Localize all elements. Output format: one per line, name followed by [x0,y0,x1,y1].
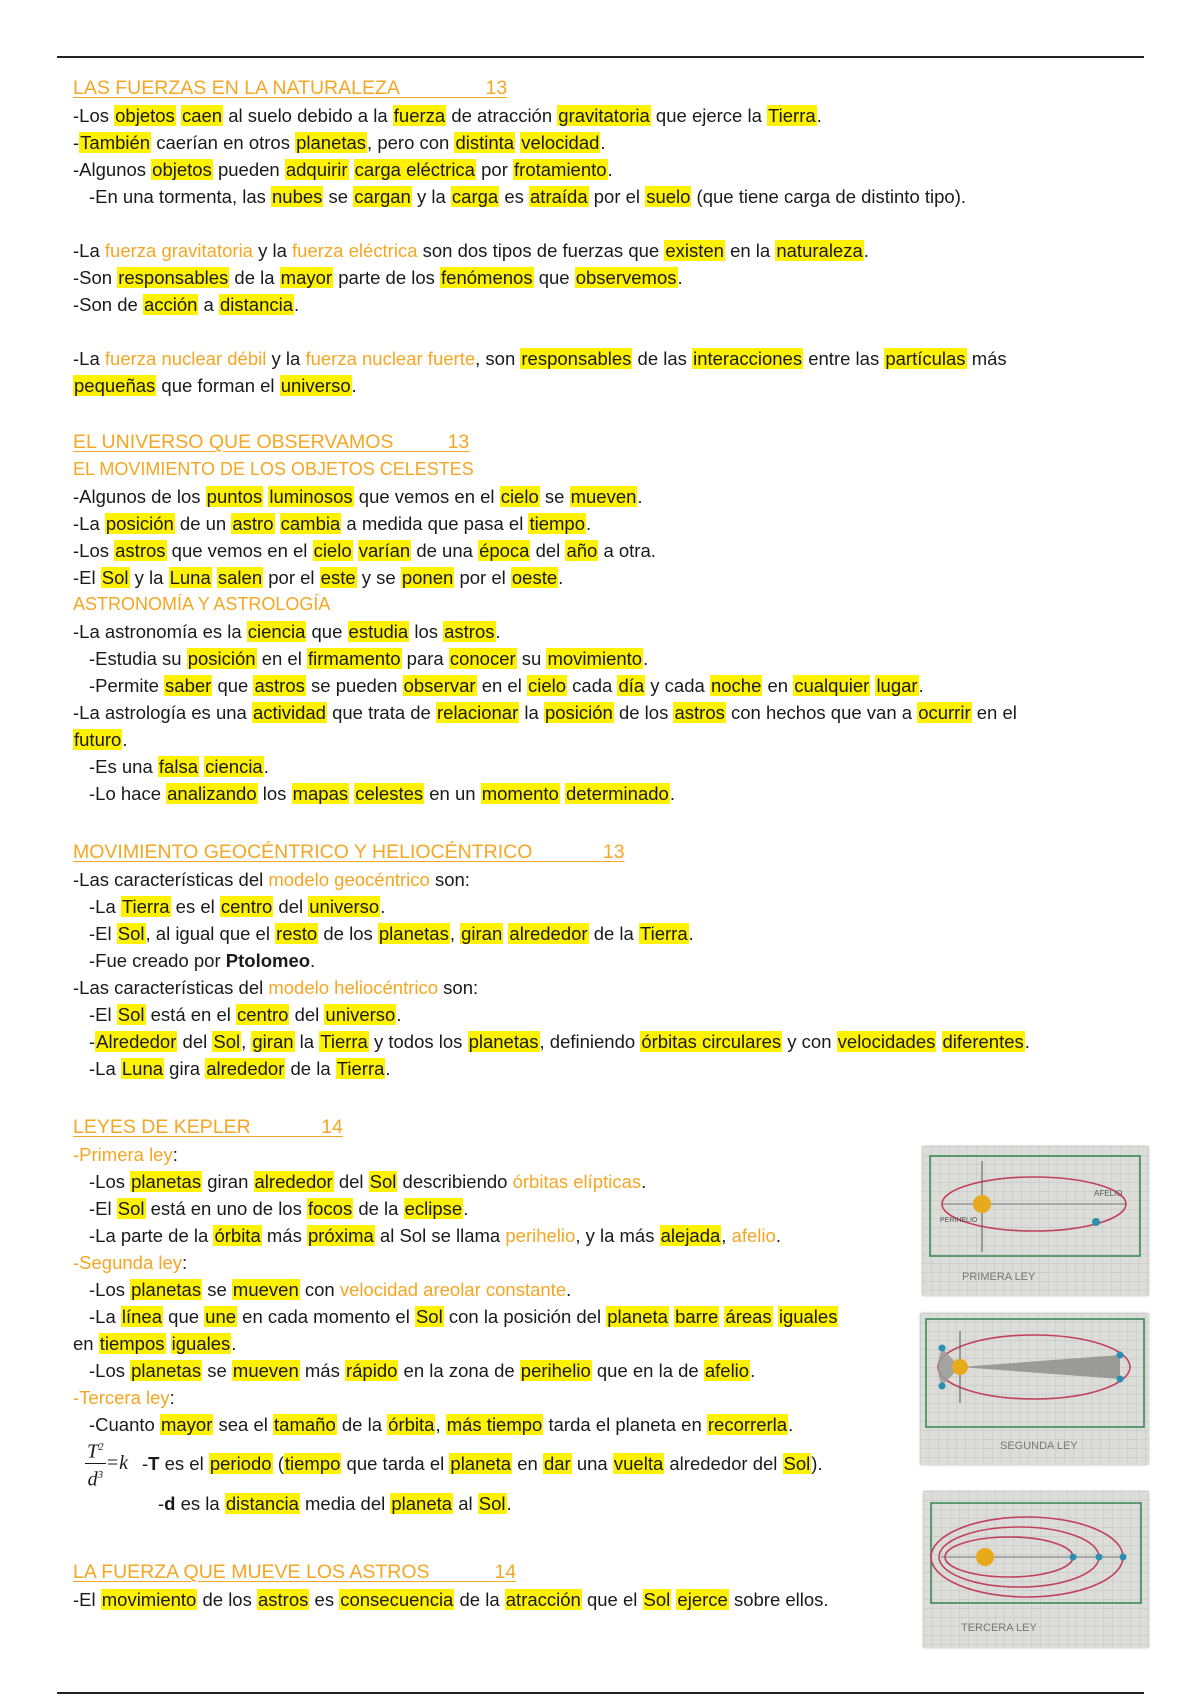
formula-rhs: =k [105,1451,128,1474]
text-line: -Los planetas se mueven más rápido en la zona de perihelio que en la de afelio. [89,1360,756,1381]
subheading: EL MOVIMIENTO DE LOS OBJETOS CELESTES [73,459,474,479]
text-line: -Lo hace analizando los mapas celestes en un momento determinado. [89,783,675,804]
text-line: -El movimiento de los astros es consecuencia de la atracción que el Sol ejerce sobre ellos. [73,1589,829,1610]
photo-caption: PRIMERA LEY [962,1271,1036,1283]
text-line: -Son de acción a distancia. [73,294,300,315]
text-line: -Las características del modelo heliocéntrico son: [73,977,479,998]
text-line: -Los objetos caen al suelo debido a la fuerza de atracción gravitatoria que ejerce la Tierra. [73,105,822,126]
subheading: ASTRONOMÍA Y ASTROLOGÍA [73,594,331,614]
kepler-formula-block [73,1440,973,1517]
text-line: -Cuanto mayor sea el tamaño de la órbita, más tiempo tarda el planeta en recorrerla. [89,1414,794,1435]
afelio-label: AFELIO [1094,1189,1123,1198]
text-line: -La astrología es una actividad que trata de relacionar la posición de los astros con hechos que van a ocurrir en el [73,702,1017,723]
section-kepler [73,1113,913,1438]
text-line: -También caerían en otros planetas, pero con distinta velocidad. [73,132,606,153]
text-line: -El Sol y la Luna salen por el este y se ponen por el oeste. [73,567,564,588]
text-line: -Algunos de los puntos luminosos que vemos en el cielo se mueven. [73,486,643,507]
text-line: -Es una falsa ciencia. [89,756,269,777]
text-line: -Los planetas se mueven con velocidad areolar constante. [89,1279,572,1300]
perihelio-label: PERIHELIO [940,1217,978,1224]
text-line: -Alrededor del Sol, giran la Tierra y todos los planetas, definiendo órbitas circulares y con velocidades diferentes. [89,1031,1030,1052]
text-line: -La Tierra es el centro del universo. [89,896,386,917]
section-geocentrico [73,838,1113,1082]
bottom-rule [57,1692,1144,1694]
section-universo [73,428,1113,807]
text-line: -Son responsables de la mayor parte de los fenómenos que observemos. [73,267,683,288]
law-heading: -Tercera ley: [73,1387,175,1408]
text-line: -En una tormenta, las nubes se cargan y la carga es atraída por el suelo (que tiene carga de distinto tipo). [89,186,967,207]
text-line: -Fue creado por Ptolomeo. [89,950,316,971]
text-line: -T es el periodo (tiempo que tarda el planeta en dar una vuelta alrededor del Sol). [142,1452,823,1474]
law-heading: -Segunda ley: [73,1252,188,1273]
text-line: -Los astros que vemos en el cielo varían de una época del año a otra. [73,540,656,561]
text-line: en tiempos iguales. [73,1333,237,1354]
top-rule [57,56,1144,58]
text-line: -La fuerza gravitatoria y la fuerza eléctrica son dos tipos de fuerzas que existen en la naturaleza. [73,240,869,261]
formula-fraction: $\frac{T^2}{d^3}$ [85,1436,106,1490]
section-heading: EL UNIVERSO QUE OBSERVAMOS 13 [73,431,470,453]
text-line: -Los planetas giran alrededor del Sol describiendo órbitas elípticas. [89,1171,647,1192]
text-line: -d es la distancia media del planeta al Sol. [158,1493,512,1514]
second-law-photo [920,1313,1149,1465]
section-heading: LAS FUERZAS EN LA NATURALEZA 13 [73,77,508,99]
text-line: -El Sol está en uno de los focos de la eclipse. [89,1198,469,1219]
text-line: -La Luna gira alrededor de la Tierra. [89,1058,391,1079]
text-line: -Estudia su posición en el firmamento para conocer su movimiento. [89,648,649,669]
section-heading: LEYES DE KEPLER 14 [73,1116,343,1138]
text-line: futuro. [74,729,128,750]
text-line: -Algunos objetos pueden adquirir carga eléctrica por frotamiento. [73,159,613,180]
text-line: -La astronomía es la ciencia que estudia los astros. [73,621,501,642]
law-heading: -Primera ley: [73,1144,178,1165]
section-fuerza-astros [73,1558,913,1613]
text-line: -La línea que une en cada momento el Sol con la posición del planeta barre áreas iguales [89,1306,838,1327]
text-line: pequeñas que forman el universo. [74,375,357,396]
text-line: -El Sol está en el centro del universo. [89,1004,402,1025]
text-line: -La parte de la órbita más próxima al Sol se llama perihelio, y la más alejada, afelio. [89,1225,781,1246]
section-heading: MOVIMIENTO GEOCÉNTRICO Y HELIOCÉNTRICO 13 [73,841,625,863]
photo-caption: TERCERA LEY [961,1622,1037,1634]
first-law-photo [922,1146,1149,1296]
text-line: -Permite saber que astros se pueden observar en el cielo cada día y cada noche en cualquier lugar. [89,675,924,696]
text-line: -Las características del modelo geocéntrico son: [73,869,470,890]
section-heading: LA FUERZA QUE MUEVE LOS ASTROS 14 [73,1561,517,1583]
text-line: -La fuerza nuclear débil y la fuerza nuclear fuerte, son responsables de las interacciones entre las partículas más [73,348,1007,369]
section-fuerzas [73,74,1113,399]
third-law-photo [923,1491,1149,1648]
photo-caption: SEGUNDA LEY [1000,1440,1078,1452]
text-line: -La posición de un astro cambia a medida que pasa el tiempo. [73,513,592,534]
text-line: -El Sol, al igual que el resto de los planetas, giran alrededor de la Tierra. [89,923,694,944]
